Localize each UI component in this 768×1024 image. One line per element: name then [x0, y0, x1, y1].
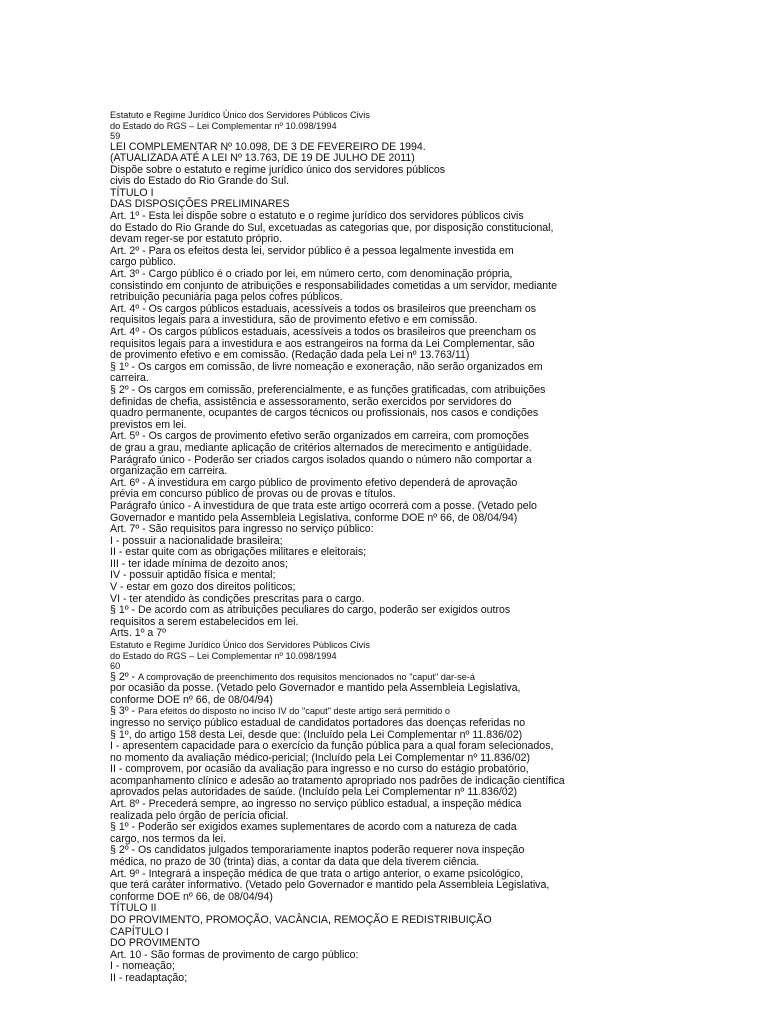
heading-line: LEI COMPLEMENTAR Nº 10.098, DE 3 DE FEVEREIRO DE 1994.	[110, 140, 426, 153]
body-text-line: quadro permanente, ocupantes de cargos técnicos ou profissionais, nos casos e condições	[110, 407, 539, 420]
body-text-line: Art. 1º - Esta lei dispõe sobre o estatuto e o regime jurídico dos servidores públicos civis	[110, 210, 524, 223]
body-text-line: Governador e mantido pela Assembleia Legislativa, conforme DOE nº 66, de 08/04/94)	[110, 511, 518, 524]
heading-line: civis do Estado do Rio Grande do Sul.	[110, 175, 290, 188]
body-text-line: Art. 3º - Cargo público é o criado por lei, em número certo, com denominação própria,	[110, 268, 513, 281]
body-text-line: ingresso no serviço público estadual de candidatos portadores das doenças referidas no	[110, 716, 526, 729]
body-text-line: III - ter idade mínima de dezoito anos;	[110, 557, 288, 570]
running-header-line: do Estado do RGS – Lei Complementar nº 10.098/1994	[110, 650, 337, 661]
body-text-line: II - comprovem, por ocasião da avaliação para ingresso e no curso do estágio probatório,	[110, 763, 529, 776]
body-text-line: § 2º - Os cargos em comissão, preferencialmente, e as funções gratificadas, com atribuições	[110, 383, 546, 396]
paragraph-label: § 3º -	[110, 705, 139, 718]
body-text-line: § 2º - Os candidatos julgados temporariamente inaptos poderão requerer nova inspeção	[110, 844, 525, 857]
heading-line: (ATUALIZADA ATÉ A LEI Nº 13.763, DE 19 DE JULHO DE 2011)	[110, 152, 415, 165]
body-text-line: VI - ter atendido às condições prescritas para o cargo.	[110, 592, 365, 605]
running-header-line: 60	[110, 661, 121, 672]
heading-line: DO PROVIMENTO	[110, 937, 200, 950]
body-text-line: Art. 8º - Precederá sempre, ao ingresso no serviço público estadual, a inspeção médica	[110, 798, 522, 811]
body-text-line: de grau a grau, mediante aplicação de critérios alternados de merecimento e antigüidade.	[110, 441, 532, 454]
body-text-line: Art. 7º - São requisitos para ingresso no serviço público:	[110, 523, 374, 536]
body-text-line: médica, no prazo de 30 (trinta) dias, a contar da data que dela tiverem ciência.	[110, 856, 480, 869]
body-text-line: de provimento efetivo e em comissão. (Redação dada pela Lei nº 13.763/11)	[110, 349, 470, 362]
body-text-line: por ocasião da posse. (Vetado pelo Governador e mantido pela Assembleia Legislativa,	[110, 682, 521, 695]
body-text-line: Art. 6º - A investidura em cargo público de provimento efetivo dependerá de aprovação	[110, 476, 518, 489]
body-text-line: Art. 4º - Os cargos públicos estaduais, acessíveis a todos os brasileiros que preencham os	[110, 326, 537, 338]
body-text-line: organização em carreira.	[110, 465, 228, 478]
paragraph-text: Para efeitos do disposto no inciso IV do "caput" deste artigo será permitido o	[138, 706, 450, 717]
paragraph-text: A comprovação de preenchimento dos requisitos mencionados no "caput" dar-se-á	[138, 671, 475, 682]
document-page	[110, 110, 760, 985]
body-text-line: conforme DOE nº 66, de 08/04/94)	[110, 890, 273, 903]
heading-line: TÍTULO I	[110, 186, 154, 199]
body-text-line: cargo público.	[110, 256, 176, 269]
body-text-line: § 1º - De acordo com as atribuições peculiares do cargo, poderão ser exigidos outros	[110, 604, 511, 617]
heading-line: CAPÍTULO I	[110, 925, 169, 938]
body-text-line: prévia em concurso público de provas ou de provas e títulos.	[110, 488, 396, 501]
body-text-line: § 1º - Poderão ser exigidos exames suplementares de acordo com a natureza de cada	[110, 821, 517, 834]
body-text-line: carreira.	[110, 372, 149, 385]
body-text-line: II - readaptação;	[110, 971, 188, 984]
body-text-line: § 1º, do artigo 158 desta Lei, desde que: (Incluído pela Lei Complementar nº 11.836/02)	[110, 728, 523, 741]
heading-line: TÍTULO II	[110, 902, 157, 915]
body-text-line: I - apresentem capacidade para o exercício da função pública para a qual foram selecionados,	[110, 740, 554, 753]
body-text-line: I - nomeação;	[110, 960, 175, 973]
body-text-line: do Estado do Rio Grande do Sul, excetuadas as categorias que, por disposição constitucional,	[110, 221, 554, 234]
body-text-line: previstos em lei.	[110, 418, 187, 431]
body-text-line: conforme DOE nº 66, de 08/04/94)	[110, 693, 273, 706]
body-text-line: Parágrafo único - Poderão ser criados cargos isolados quando o número não comportar a	[110, 453, 532, 466]
body-text-line: no momento da avaliação médico-pericial; (Incluído pela Lei Complementar nº 11.836/02)	[110, 751, 531, 764]
body-text-line: requisitos a serem estabelecidos em lei.	[110, 615, 299, 628]
body-text-line: Art. 10 - São formas de provimento de cargo público:	[110, 948, 359, 961]
body-text-line: consistindo em conjunto de atribuições e responsabilidades cometidas a um servidor, mediante	[110, 279, 557, 292]
body-text-line: Parágrafo único - A investidura de que trata este artigo ocorrerá com a posse. (Vetado pelo	[110, 499, 537, 512]
body-text-line: Art. 9º - Integrará a inspeção médica de que trata o artigo anterior, o exame psicológico,	[110, 867, 524, 880]
body-text-line: Arts. 1º a 7º	[110, 627, 167, 640]
body-text-line: aprovados pelas autoridades de saúde. (Incluído pela Lei Complementar nº 11.836/02)	[110, 786, 518, 799]
body-text-line: definidas de chefia, assistência e assessoramento, serão exercidos por servidores do	[110, 395, 512, 408]
heading-line: DO PROVIMENTO, PROMOÇÃO, VACÂNCIA, REMOÇÃO E REDISTRIBUIÇÃO	[110, 914, 492, 926]
body-text-line: Art. 2º - Para os efeitos desta lei, servidor público é a pessoa legalmente investida em	[110, 244, 514, 257]
running-header-line: 59	[110, 131, 121, 141]
body-text-line: requisitos legais para a investidura, são de provimento efetivo e em comissão.	[110, 314, 478, 327]
body-text-line: que terá caráter informativo. (Vetado pelo Governador e mantido pela Assembleia Legislativa,	[110, 879, 550, 892]
body-text-line: cargo, nos termos da lei.	[110, 832, 226, 845]
running-header-line: do Estado do RGS – Lei Complementar nº 10.098/1994	[110, 120, 337, 131]
heading-line: Dispõe sobre o estatuto e regime jurídico único dos servidores públicos	[110, 163, 446, 176]
body-text-line: II - estar quite com as obrigações militares e eleitorais;	[110, 546, 367, 559]
body-text-line: devam reger-se por estatuto próprio.	[110, 233, 282, 246]
body-text-line: I - possuir a nacionalidade brasileira;	[110, 534, 283, 547]
body-text-line: IV - possuir aptidão física e mental;	[110, 569, 276, 582]
paragraph-label: § 2º -	[110, 670, 139, 683]
body-text-line: V - estar em gozo dos direitos políticos;	[110, 581, 296, 594]
body-text-line: realizada pelo órgão de perícia oficial.	[110, 809, 289, 822]
body-text-line: Art. 5º - Os cargos de provimento efetivo serão organizados em carreira, com promoções	[110, 430, 529, 443]
body-text-line: requisitos legais para a investidura e aos estrangeiros na forma da Lei Complementar, são	[110, 337, 535, 350]
running-header-line: Estatuto e Regime Jurídico Único dos Servidores Públicos Civis	[110, 110, 370, 120]
running-header-line: Estatuto e Regime Jurídico Único dos Servidores Públicos Civis	[110, 640, 370, 651]
body-text-line: Art. 4º - Os cargos públicos estaduais, acessíveis a todos os brasileiros que preencham os	[110, 302, 537, 315]
body-text-line: retribuição pecuniária paga pelos cofres públicos.	[110, 291, 343, 304]
heading-line: DAS DISPOSIÇÕES PRELIMINARES	[110, 198, 290, 211]
body-text-line: § 1º - Os cargos em comissão, de livre nomeação e exoneração, não serão organizados em	[110, 360, 543, 373]
body-text-line: acompanhamento clínico e adesão ao tratamento apropriado nos padrões de indicação científica	[110, 774, 565, 787]
